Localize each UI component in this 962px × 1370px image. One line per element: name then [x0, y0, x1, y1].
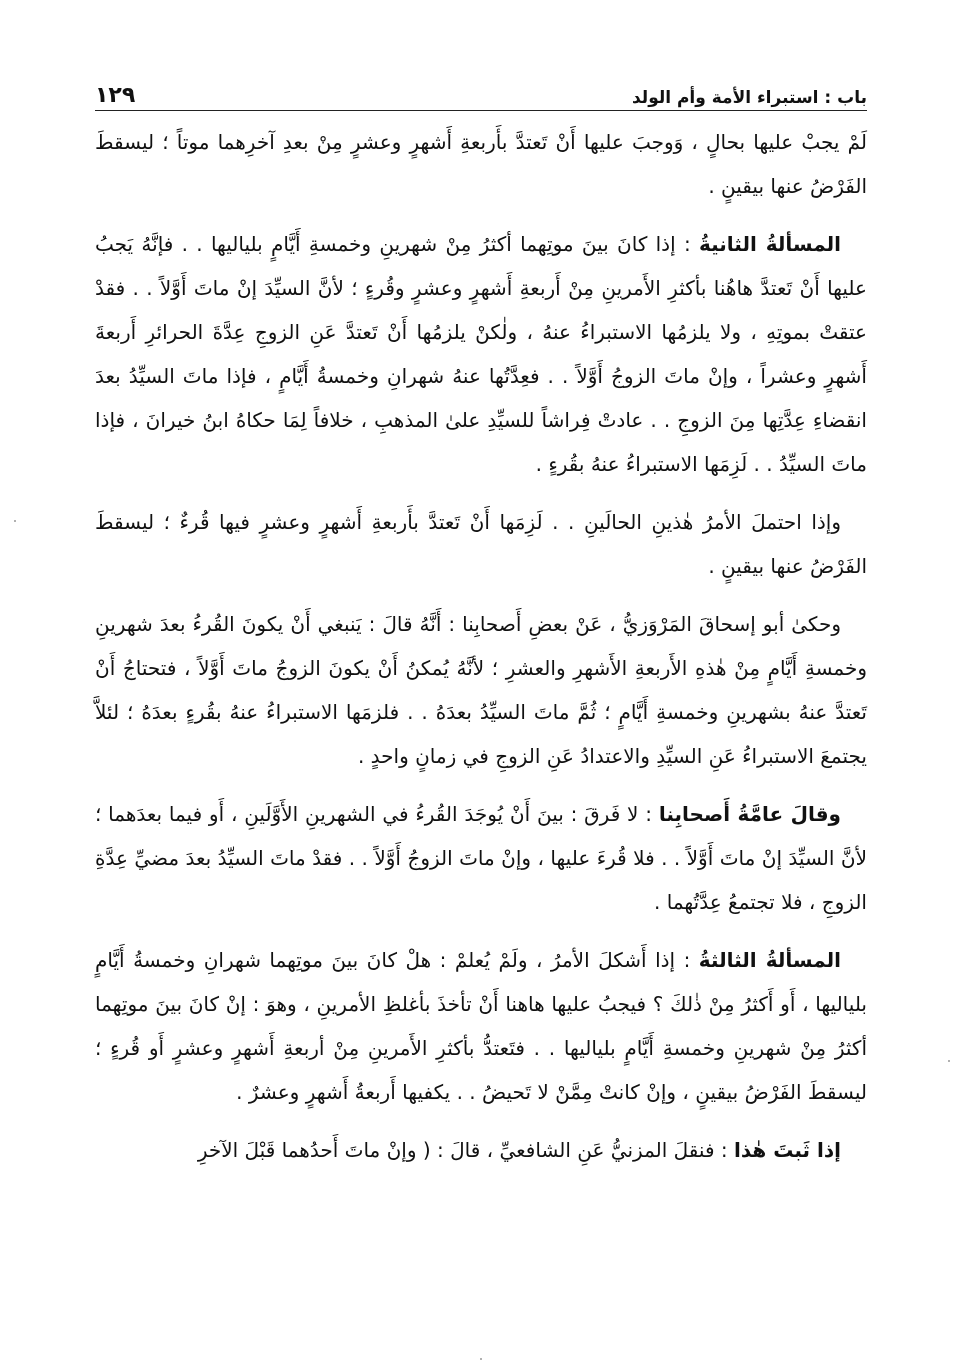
- paragraph: [95, 222, 867, 486]
- paragraph-text: وإذا احتملَ الأمرُ هٰذينِ الحالَينِ . . لَزِمَها أَنْ تَعتدَّ بأَربعةِ أَشهرٍ وعشرٍ فيها قُرءٌ ؛ ليسقطَ الفَرْضُ عنها بيقينٍ .: [95, 510, 867, 578]
- paragraph: [95, 938, 867, 1114]
- paragraph: [95, 500, 867, 588]
- header-divider: [95, 110, 867, 111]
- paragraph-heading: المسألةُ الثانيةُ: [698, 232, 842, 256]
- running-header: [95, 78, 867, 108]
- chapter-title: باب : استبراء الأمة وأم الولد: [631, 88, 867, 108]
- paragraph-text: وحكىٰ أبو إسحاقَ المَرْوَزيُّ ، عَنْ بعضِ أَصحابِنا : أَنَّهُ قالَ : يَنبغي أَنْ يكونَ القُرءُ بعدَ شهرينِ وخمسةِ أَيَّامٍ مِنْ هٰذهِ الأَربعةِ الأَشهرِ والعشرِ ؛ لأنَّهُ يُمكنُ أَنْ يكونَ الزوجُ ماتَ أَوَّلاً ، فتحتاجُ أَنْ تَعتدَّ عنهُ بشهرينِ وخمسةِ أَيَّامٍ ؛ ثُمَّ ماتَ السيِّدُ بعدَهُ . . فلزمَها الاستبراءُ عنهُ بقُرءٍ بعدَهُ ؛ لئلاَّ يجتمعَ الاستبراءُ عَنِ السيِّدِ والاعتدادُ عَنِ الزوجِ في زمانٍ واحدٍ .: [95, 612, 867, 768]
- paragraph: [95, 792, 867, 924]
- paragraph-text: : فنقلَ المزنيُّ عَنِ الشافعيِّ ، قالَ : ( وإنْ ماتَ أَحدُهما قَبْلَ الآخرِ: [197, 1138, 734, 1162]
- paragraph-text: : إذا كانَ بينَ موتِهما أكثرُ مِنْ شهرينِ وخمسةِ أَيَّامٍ بلياليها . . فإنَّهُ يَجبُ عليها أَنْ تَعتدَّ هاهُنا بأكثرِ الأَمرينِ مِنْ أَربعةِ أَشهرٍ وعشرٍ وقُرءٍ ؛ لأنَّ السيِّدَ إنْ ماتَ أَوَّلاً . . فقدْ عتقتْ بموتِهِ ، ولا يلزمُها الاستبراءُ عنهُ ، ولٰكنْ يلزمُها أَنْ تَعتدَّ عَنِ الزوجِ عِدَّةَ الحرائرِ أَربعةَ أَشهرٍ وعشراً ، وإنْ ماتَ الزوجُ أَوَّلاً . . فعِدَّتُها عنهُ شهرانِ وخمسةُ أَيَّامٍ ، فإذا ماتَ السيِّدُ بعدَ انقضاءِ عِدَّتِها مِنَ الزوجِ . . عادتْ فِراشاً للسيِّدِ علىٰ المذهبِ ، خلافاً لِمَا حكاهُ ابنُ خيرانَ ، فإذا ماتَ السيِّدُ . . لَزِمَها الاستبراءُ عنهُ بقُرءٍ .: [95, 232, 867, 476]
- scan-speck: [948, 1060, 950, 1062]
- paragraph: [95, 120, 867, 208]
- paragraph-text: : إذا أَشكلَ الأمرُ ، ولَمْ يُعلمْ : هلْ كانَ بينَ موتِهما شهرانِ وخمسةُ أَيَّامٍ بلياليها ، أَو أَكثرُ مِنْ ذٰلكَ ؟ فيجبُ عليها هاهنا أَنْ تأخذَ بأغلظِ الأمرينِ ، وهوَ : إنْ كانَ بينَ موتِهما أكثرُ مِنْ شهرينِ وخمسةِ أَيَّامٍ بلياليها . . فتَعتدُّ بأكثرِ الأَمرينِ مِنْ أربعةِ أَشهرٍ وعشرٍ أَو قُرءٍ ؛ ليسقطَ الفَرْضُ بيقينٍ ، وإنْ كانتْ مِمَّنْ لا تَحيضُ . . يكفيها أَربعةُ أَشهرٍ وعشرٌ .: [95, 948, 867, 1104]
- paragraph-heading: المسألةُ الثالثةُ: [698, 948, 841, 972]
- page-number: ١٢٩: [95, 83, 136, 108]
- paragraph-heading: وقالَ عامَّةُ أَصحابِنا: [658, 802, 841, 826]
- scan-speck: [480, 1358, 482, 1360]
- paragraph: [95, 1128, 867, 1172]
- paragraph-text: : لا فَرقَ : بينَ أَنْ يُوجَدَ القُرءُ في الشهرينِ الأَوَّلَينِ ، أَو فيما بعدَهما ؛ لأنَّ السيِّدَ إنْ ماتَ أَوَّلاً . . فلا قُرءَ عليها ، وإنْ ماتَ الزوجُ أَوَّلاً . . فقدْ ماتَ السيِّدُ بعدَ مضيِّ عِدَّةِ الزوجِ ، فلا تجتمعُ عِدَّتُهما .: [95, 802, 867, 914]
- scan-speck: [14, 520, 16, 522]
- paragraph: [95, 602, 867, 778]
- paragraph-heading: إذا ثَبتَ هٰذا: [733, 1138, 841, 1162]
- paragraph-text: لَمْ يجبْ عليها بحالٍ ، وَوجبَ عليها أَنْ تَعتدَّ بأَربعةِ أَشهرٍ وعشرٍ مِنْ بعدِ آخرِهما موتاً ؛ ليسقطَ الفَرْضُ عنها بيقينٍ .: [95, 130, 867, 198]
- body-text: [95, 120, 867, 1186]
